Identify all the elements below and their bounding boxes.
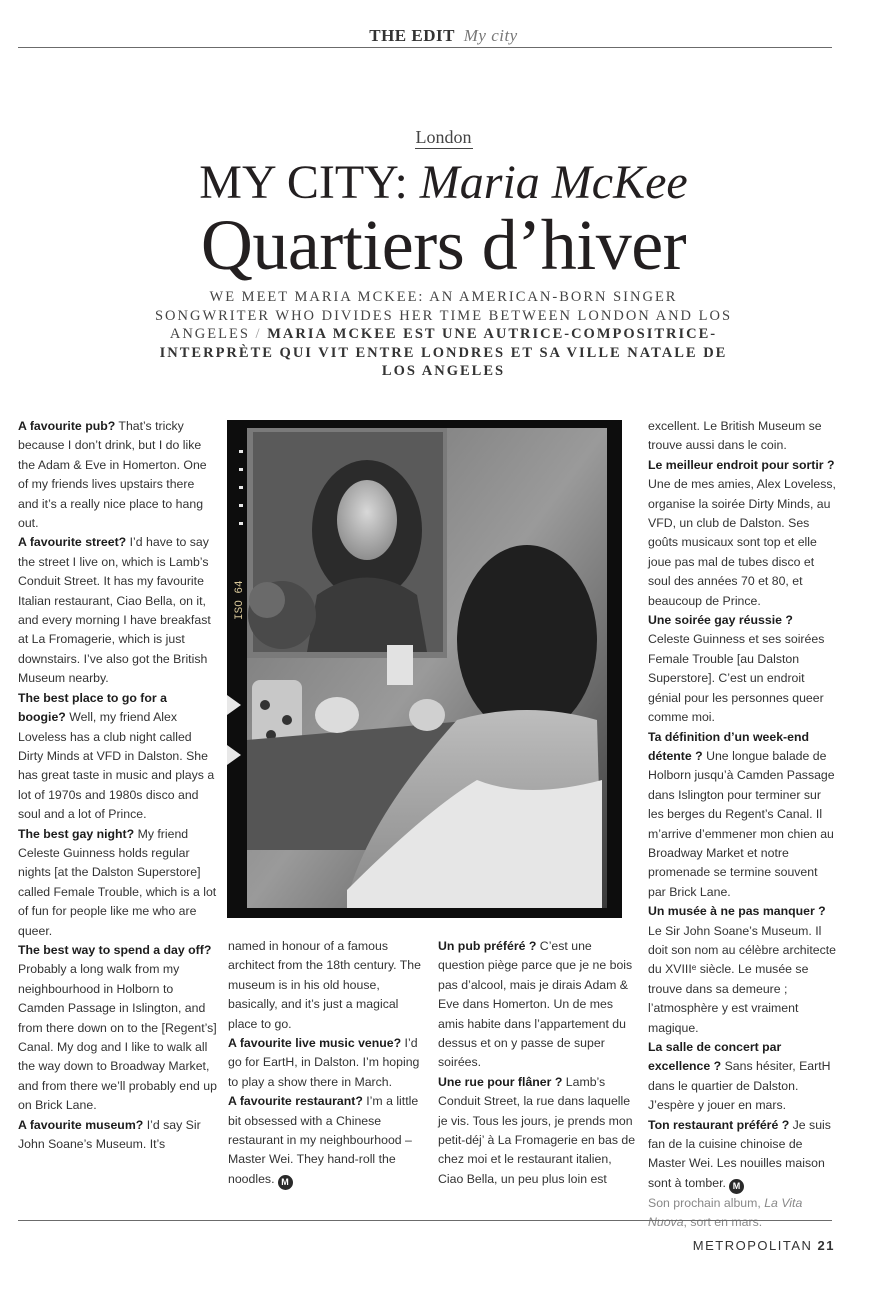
continued-text: excellent. Le British Museum se trouve aussi dans le coin. — [648, 419, 822, 453]
qa-item — [648, 728, 838, 903]
qa-item — [18, 417, 218, 533]
question: A favourite museum? — [18, 1117, 144, 1132]
question: Une rue pour flâner ? — [438, 1074, 563, 1089]
question: The best way to spend a day off? — [18, 942, 212, 957]
question: Un musée à ne pas manquer ? — [648, 904, 826, 919]
qa-item — [648, 902, 838, 1038]
question: Le meilleur endroit pour sortir ? — [648, 457, 835, 472]
qa-item — [438, 1073, 638, 1189]
header-rule — [18, 47, 832, 48]
subsection-label: My city — [463, 26, 518, 45]
standfirst-french: MARIA MCKEE EST UNE AUTRICE-COMPOSITRICE-INTERPRÈTE QUI VIT ENTRE LONDRES ET SA VILLE NATALE DE LOS ANGELES — [159, 326, 728, 379]
film-iso-marking: ISO 64 — [234, 580, 246, 620]
qa-item — [438, 937, 638, 1073]
answer: Je suis fan de la cuisine chinoise de Master Wei. Les nouilles maison sont à tomber. — [648, 1117, 831, 1190]
caption-text-end: , sort en mars. — [683, 1215, 763, 1230]
qa-item — [228, 1034, 428, 1092]
question: Une soirée gay réussie ? — [648, 613, 793, 628]
question: The best gay night? — [18, 826, 135, 841]
answer: C’est une question piège parce que je ne bois pas d’alcool, mais je dirais Adam & Eve dans Homerton. Un de mes amis habite dans l’appartement du dessus et on y passe de super soirées. — [438, 939, 633, 1070]
standfirst — [150, 288, 737, 381]
answer: Sans hésiter, EartH dans le quartier de Dalston. J’espère y jouer en mars. — [648, 1059, 831, 1113]
question: Un pub préféré ? — [438, 939, 537, 953]
answer: I’d say Sir John Soane’s Museum. It’s — [18, 1117, 201, 1152]
question: A favourite live music venue? — [228, 1036, 402, 1051]
qa-item — [648, 611, 838, 727]
portrait-photo — [227, 420, 622, 918]
question: A favourite street? — [18, 535, 127, 550]
headline-name: Maria McKee — [419, 156, 688, 209]
headline-main: Quartiers d’hiver — [200, 205, 687, 285]
article-column-4 — [648, 417, 838, 1233]
page-footer — [693, 1238, 835, 1253]
qa-item — [18, 533, 218, 688]
question: Ton restaurant préféré ? — [648, 1117, 790, 1132]
continued-text: named in honour of a famous architect from the 18th century. The museum is in his old house, basically, and it’s just a magical place to go. — [228, 939, 421, 1031]
qa-item — [648, 456, 838, 611]
kicker — [0, 127, 887, 148]
answer: That’s tricky because I don’t drink, but I do like the Adam & Eve in Homerton. One of my friends lives upstairs there and it’s a really nice place to hang out. — [18, 419, 207, 531]
answer: I’m a little bit obsessed with a Chinese restaurant in my neighbourhood – Master Wei. They hand-roll the noodles. — [228, 1094, 419, 1186]
kicker-text: London — [415, 127, 472, 147]
album-caption — [648, 1194, 838, 1233]
qa-item — [228, 1092, 428, 1190]
page-number: 21 — [817, 1238, 835, 1253]
caption-text: Son prochain album, — [648, 1195, 765, 1210]
standfirst-separator: / — [255, 326, 262, 342]
section-label: THE EDIT — [369, 26, 455, 45]
answer: Lamb’s Conduit Street, la rue dans laquelle je vis. Tous les jours, je prends mon petit-déj’ à La Fromagerie en bas de chez moi et le restaurant italien, Ciao Bella, un peu plus loin est — [438, 1074, 636, 1186]
qa-item — [18, 825, 218, 941]
end-mark-icon: M — [278, 1175, 293, 1190]
answer: Celeste Guinness et ses soirées Female Trouble [au Dalston Superstore]. C’est un endroit génial pour les personnes queer comme moi. — [648, 632, 825, 725]
article-column-3 — [438, 937, 638, 1189]
qa-item — [18, 941, 218, 1116]
answer: Well, my friend Alex Loveless has a club night called Dirty Minds at VFD in Dalston. She has great taste in music and plays a lot of 1970s and 1980s disco and soul and a lot of Prince. — [18, 710, 215, 822]
answer: Le Sir John Soane’s Museum. Il doit son nom au célèbre architecte du XVIIIᵉ siècle. Le musée se trouve dans sa demeure ; l’atmosphère y est vraiment magique. — [648, 923, 836, 1035]
article-column-2 — [228, 937, 428, 1190]
answer: I’d go for EartH, in Dalston. I’m hoping to play a show there in March. — [228, 1036, 420, 1089]
qa-item — [648, 1116, 838, 1194]
qa-item — [648, 1038, 838, 1116]
qa-item — [18, 1116, 218, 1155]
footer-rule — [18, 1220, 832, 1221]
end-mark-icon: M — [729, 1179, 744, 1194]
question: A favourite pub? — [18, 419, 116, 433]
magazine-name: METROPOLITAN — [692, 1238, 813, 1253]
qa-item — [18, 689, 218, 825]
answer: Une longue balade de Holborn jusqu’à Camden Passage dans Islington pour terminer sur les berges du Regent’s Canal. Il m’arrive d’emmener mon chien au Broadway Market et notre promenade se termine souvent par Brick Lane. — [648, 748, 835, 899]
portrait-photo-illustration — [227, 420, 622, 918]
album-title: La Vita Nuova — [648, 1195, 803, 1230]
answer: I’d have to say the street I live on, which is Lamb’s Conduit Street. It has my favourite Italian restaurant, Ciao Bella, on it, and every morning I have breakfast at La Fromagerie, which is just downstairs. I’ve also got the British Museum nearby. — [18, 535, 211, 686]
standfirst-english: WE MEET MARIA MCKEE: AN AMERICAN-BORN SINGER SONGWRITER WHO DIVIDES HER TIME BETWEEN LONDON AND LOS ANGELES — [154, 289, 733, 342]
article-column-1 — [18, 417, 218, 1154]
question: The best place to go for a boogie? — [18, 690, 167, 725]
headline-prefix: MY CITY: — [199, 156, 408, 209]
question: A favourite restaurant? — [228, 1094, 363, 1109]
answer: Probably a long walk from my neighbourhood in Holborn to Camden Passage in Islington, and from there down on to the [Regent’s] Canal. My dog and I like to walk all the way down to Broadway Market, and from there we’ll probably end up on Brick Lane. — [18, 962, 217, 1113]
answer: My friend Celeste Guinness holds regular nights [at the Dalston Superstore] called Female Trouble, which is a lot of fun for people like me who are queer. — [18, 826, 217, 938]
answer: Une de mes amies, Alex Loveless, organise la soirée Dirty Minds, au VFD, un club de Dalston. Ses goûts musicaux sont top et elle joue pas mal de tubes disco et soul des années 70 et 80, et beaucoup de Prince. — [648, 477, 836, 608]
section-header — [0, 26, 887, 46]
question: La salle de concert par excellence ? — [648, 1040, 782, 1074]
question: Ta définition d’un week-end détente ? — [648, 729, 810, 763]
